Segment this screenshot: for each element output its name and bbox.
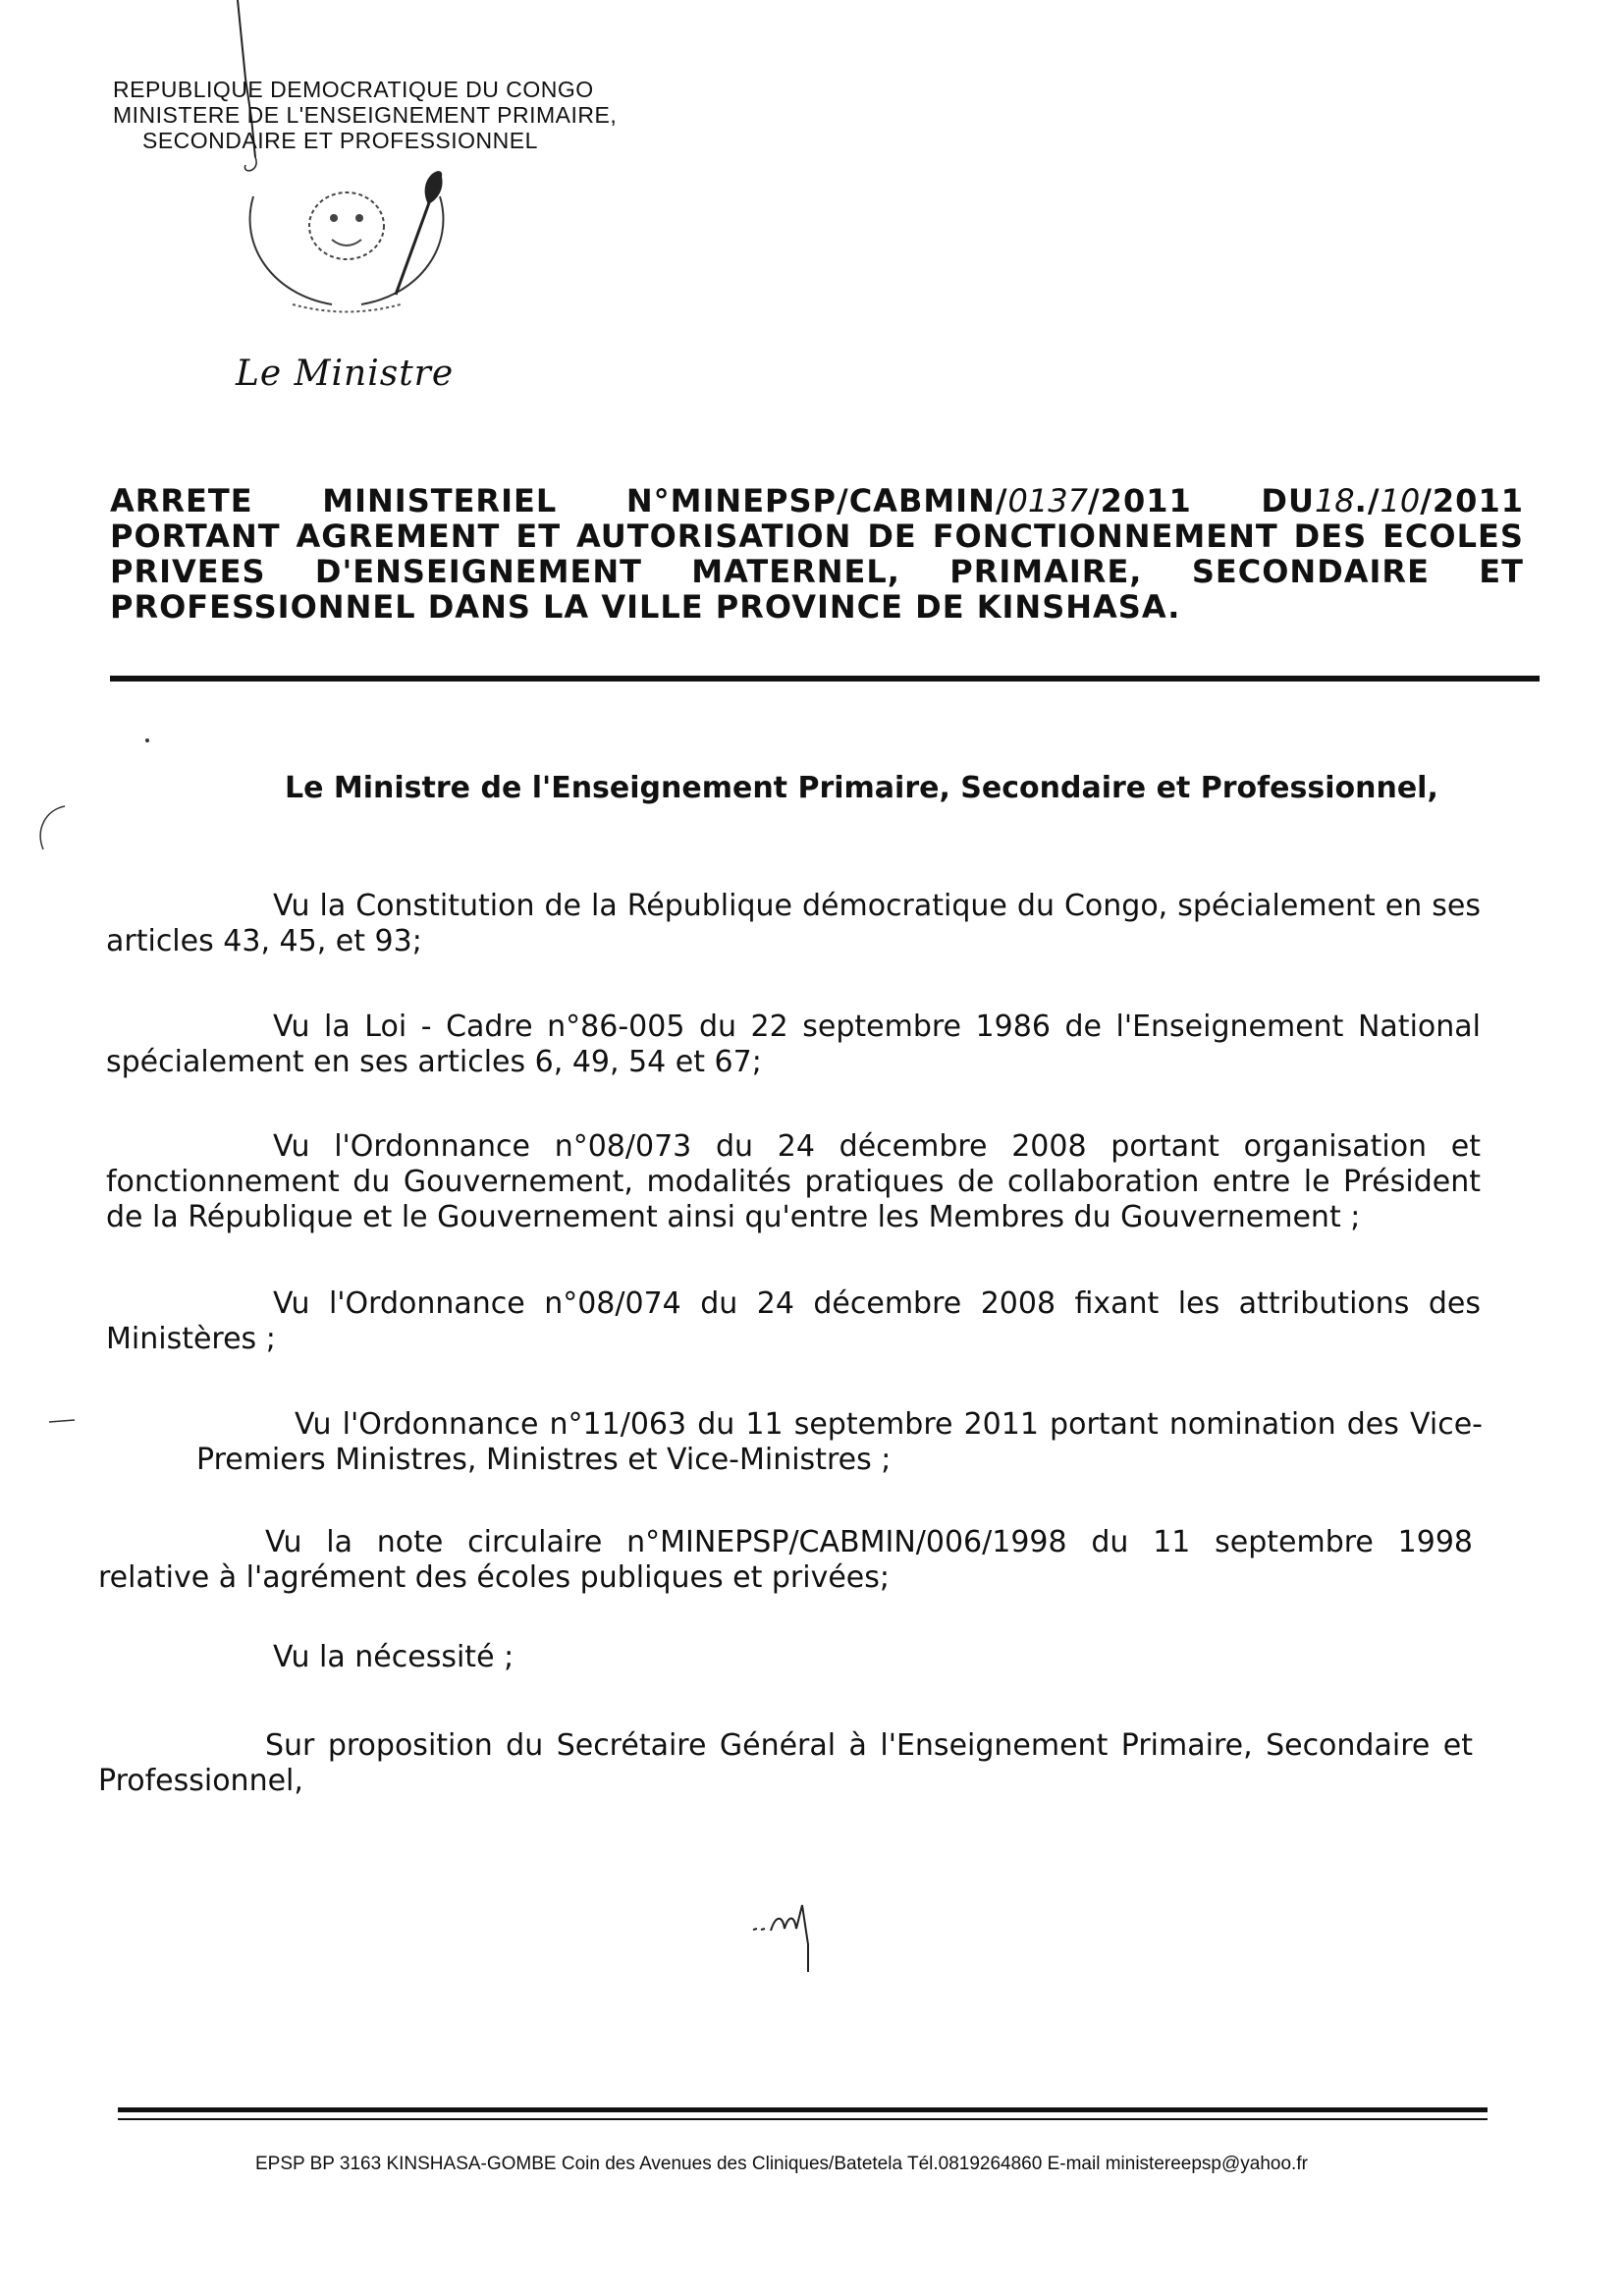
paragraph-proposition: Sur proposition du Secrétaire Général à l'Enseignement Primaire, Secondaire et Professionnel,: [98, 1728, 1473, 1798]
letterhead-ministry-cont: SECONDAIRE ET PROFESSIONNEL: [142, 128, 538, 153]
title-line-2: PORTANT AGREMENT ET AUTORISATION DE FONCTIONNEMENT DES ECOLES: [110, 518, 1524, 555]
paragraph-ordonnance-11-063: Vu l'Ordonnance n°11/063 du 11 septembre 2011 portant nomination des Vice-Premiers Ministres, Ministres et Vice-Ministres ;: [196, 1407, 1483, 1477]
paragraph-loi-cadre: Vu la Loi - Cadre n°86-005 du 22 septembre 1986 de l'Enseignement National spécialement en ses articles 6, 49, 54 et 67;: [106, 1010, 1481, 1079]
margin-bracket-mark: [26, 800, 75, 859]
coat-of-arms-icon: [234, 157, 460, 324]
title-line-1: ARRETE MINISTERIEL N°MINEPSP/CABMIN/0137/2011 DU18./10/2011: [110, 482, 1524, 519]
footer-divider-thick: [118, 2107, 1488, 2112]
footer-divider-thin: [118, 2118, 1488, 2120]
paragraph-ordonnance-08-074: Vu l'Ordonnance n°08/074 du 24 décembre 2008 fixant les attributions des Ministères ;: [106, 1286, 1481, 1356]
minister-title: Le Ministre: [236, 354, 455, 394]
footer-contact: EPSP BP 3163 KINSHASA-GOMBE Coin des Avenues des Cliniques/Batetela Tél.0819264860 E-mail ministereepsp@yahoo.fr: [255, 2154, 1308, 2174]
handwritten-decree-number: 0137: [1007, 482, 1088, 519]
title-divider: [110, 676, 1540, 682]
paragraph-note-circulaire: Vu la note circulaire n°MINEPSP/CABMIN/006/1998 du 11 septembre 1998 relative à l'agrément des écoles publiques et privées;: [98, 1525, 1473, 1595]
decree-title: [110, 483, 1524, 625]
handwritten-initials: [751, 1885, 830, 1974]
margin-dash-mark: [47, 1416, 77, 1426]
letterhead: [113, 77, 617, 153]
stray-dot: [145, 738, 149, 742]
minister-heading: Le Ministre de l'Enseignement Primaire, Secondaire et Professionnel,: [285, 771, 1438, 805]
handwritten-month: 10: [1380, 482, 1421, 519]
paragraph-necessite: Vu la nécessité ;: [273, 1640, 514, 1674]
paragraph-ordonnance-08-073: Vu l'Ordonnance n°08/073 du 24 décembre 2008 portant organisation et fonctionnement du Gouvernement, modalités pratiques de collaboration entre le Président de la République et le Gouvernement ainsi qu'entre les Membres du Gouvernement ;: [106, 1129, 1481, 1234]
paragraph-constitution: Vu la Constitution de la République démocratique du Congo, spécialement en ses articles 43, 45, et 93;: [106, 889, 1481, 958]
handwritten-day: 18: [1314, 482, 1355, 519]
letterhead-country: REPUBLIQUE DEMOCRATIQUE DU CONGO: [113, 77, 594, 102]
letterhead-ministry: MINISTERE DE L'ENSEIGNEMENT PRIMAIRE,: [113, 102, 618, 128]
title-line-4: PROFESSIONNEL DANS LA VILLE PROVINCE DE KINSHASA.: [110, 588, 1181, 626]
title-line-3: PRIVEES D'ENSEIGNEMENT MATERNEL, PRIMAIRE, SECONDAIRE ET: [110, 553, 1524, 590]
